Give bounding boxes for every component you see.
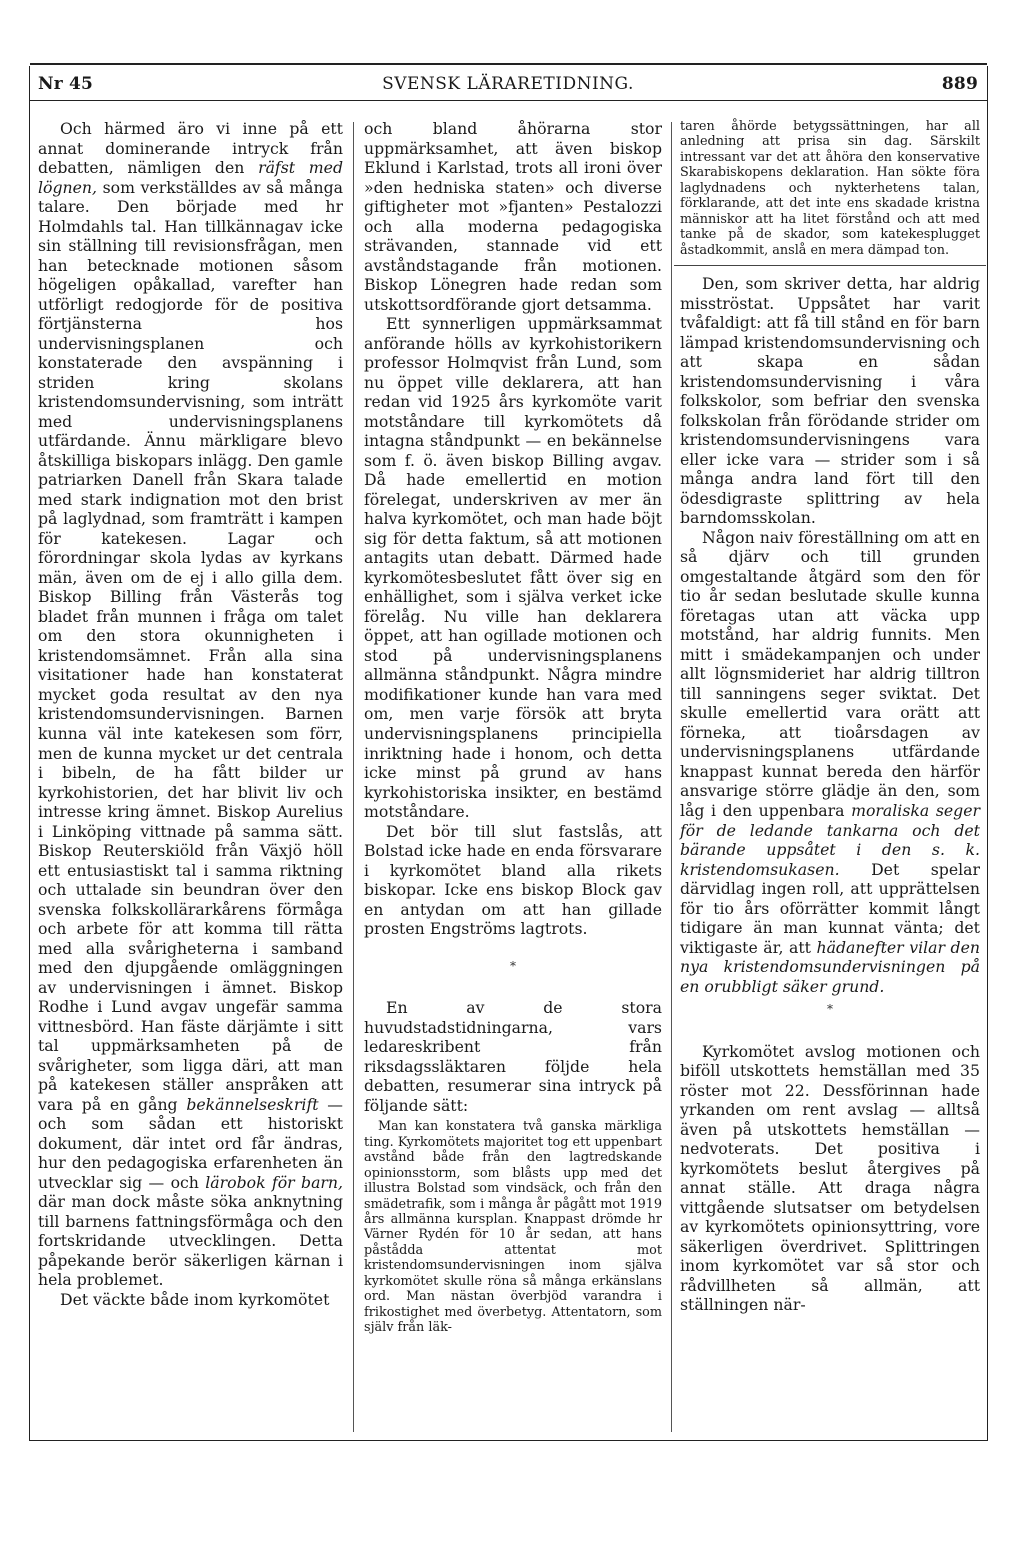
- column-3: [680, 119, 980, 1315]
- paragraph: Och härmed äro vi inne på ett annat dominerande intryck från debatten, nämligen den räfst med lögnen, som verkställdes av så många talare. Den började med hr Holmdahls tal. Han tillkännagav icke sin ställning till revisionsfrågan, men han betecknade motionen såsom högeligen opåkallad, varefter han utförligt redogjorde för de positiva förtjänsterna hos undervisningsplanen och konstaterade den avspänning i striden kring skolans kristendomsundervisning, som inträtt med undervisningsplanens utfärdande. Ännu märkligare blevo åtskilliga biskopars inlägg. Den gamle patriarken Danell från Skara talade med stark indignation mot den brist på laglydnad, som framträtt i kampen för katekesen. Lagar och förordningar skola lydas av kyrkans män, även om de ej i allo gilla dem. Biskop Billing från Västerås tog bladet från munnen i fråga om talet om den stora okunnigheten i kristendomsämnet. Från alla sina visitationer hade han konstaterat mycket goda resultat av den nya kristendomsundervisningen. Barnen kunna väl inte katekesen som förr, men de kunna mycket ur det centrala i bibeln, de ha fått bilder ur kyrkohistorien, det har blivit liv och intresse kring ämnet. Biskop Aurelius i Linköping vittnade på samma sätt. Biskop Reuterskiöld från Växjö höll ett entusiastiskt tal i samma riktning och uttalade sin beundran över den svenska folkskollärarkårens förmåga och arbete för att komma till rätta med alla svårigheterna i samband med den djupgående omläggningen av undervisningen i ämnet. Biskop Rodhe i Lund avgav ungefär samma vittnesbörd. Han fäste därjämte i sitt tal uppmärksamheten på de svårigheter, som ligga däri, att man på katekesen ställer anspråken att vara på en gång bekännelseskrift — och som sådan ett historiskt dokument, där intet ord får ändras, hur den pedagogiska erfarenheten än utvecklar sig — och lärobok för barn, där man dock måste söka anknytning till barnens fattningsförmåga och den fortskridande utvecklingen. Detta påpekande berör säkerligen kärnan i hela problemet.: [38, 119, 344, 1290]
- section-divider-star: *: [827, 1002, 833, 1017]
- quoted-paragraph: Man kan konstatera två ganska märkliga ting. Kyrkomötets majoritet tog ett uppenbart avstånd både från den lagtredskande opinionsstorm, som blåsts upp med det illustra Bolstad som vindsäck, och från den smädetrafik, som i många år pågått mot 1919 års allmänna kursplan. Knappast drömde hr Värner Rydén för 10 år sedan, att hans påstådda attentat mot kristendomsundervisningen inom själva kyrkomötet skulle röna så många erkänslans ord. Man nästan överbjöd varandra i frikostighet med överbetyg. Attentatorn, som själv från läk-: [364, 1119, 662, 1336]
- right-border: [987, 66, 988, 1441]
- paragraph: Det väckte både inom kyrkomötet: [60, 1289, 330, 1309]
- issue-number: Nr 45: [38, 74, 94, 94]
- quote-rule: [674, 265, 986, 266]
- paragraph: Det bör till slut fastslås, att Bolstad icke hade en enda försvarare i kyrkomötet bland alla rikets biskopar. Icke ens biskop Block gav en antydan om att han gillade prosten Engströms lagtrots.: [364, 821, 662, 939]
- paragraph: En av de stora huvudstadstidningarna, vars ledareskribent från riksdagssläktaren följde hela debatten, resumerar sina intryck på följande sätt:: [364, 998, 662, 1115]
- section-divider-star: *: [510, 958, 516, 973]
- quoted-paragraph: taren åhörde betygssättningen, har all anledning att prisa sin dag. Särskilt intressant var det att åhöra den konservative Skarabiskopens deklaration. Han sökte föra laglydnadens och nykterhetens talan, förklarande, att det inte ens skadade kristna människor att ha litet förstånd och att med tanke på de skador, som katekesplugget åstadkommit, anslå en mera dämpad ton.: [680, 119, 980, 258]
- page-number: 889: [941, 74, 978, 94]
- left-border: [29, 66, 30, 1441]
- column-1: [38, 119, 343, 1309]
- column-2: [364, 119, 662, 1336]
- paragraph: Den, som skriver detta, har aldrig misströstat. Uppsåtet har varit tvåfaldigt: att få till stånd en för barn lämpad kristendomsundervisning och att skapa en sådan kristendomsundervisning i våra folkskolor, som befriar den svenska folkskolan från förödande strider om kristendomsundervisningens vara eller icke vara — strider som i så många andra land fört till den ödesdigraste splittring av hela barndomsskolan.: [680, 274, 980, 528]
- column-separator-2: [671, 122, 672, 1432]
- bottom-rule: [30, 1440, 987, 1441]
- header-rule: [30, 100, 987, 101]
- column-separator-1: [353, 122, 354, 1432]
- journal-title: SVENSK LÄRARETIDNING.: [382, 74, 634, 94]
- paragraph: och bland åhörarna stor uppmärksamhet, att även biskop Eklund i Karlstad, trots all ironi över »den hedniska staten» och diverse giftigheter mot »fjanten» Pestalozzi och alla moderna pedagogiska strävanden, stannade vid ett avståndstagande från motionen. Biskop Lönegren hade redan som utskottsordförande gjort detsamma.: [364, 119, 662, 314]
- paragraph: Någon naiv föreställning om att en så djärv och till grunden omgestaltande åtgärd som den för tio år sedan beslutade skulle kunna företagas utan att väcka upp motstånd, har aldrig funnits. Men mitt i smädekampanjen och under allt lögnsmideriet har aldrig tilltron till sanningens seger sviktat. Det skulle emellertid vara orätt att förneka, att tioårsdagen av undervisningsplanens utfärdande knappast kunnat bereda den härför ansvarige större glädje än den, som låg i den uppenbara moraliska seger för de ledande tankarna och det bärande uppsåtet i den s. k. kristendomsukasen. Det spelar därvidlag ingen roll, att upprättelsen för tio års oförrätter kommit långt tidigare än man kunnat vänta; det viktigaste är, att hädanefter vilar den nya kristendomsundervisningen på en orubbligt säker grund.: [680, 527, 980, 996]
- top-rule: [30, 63, 987, 65]
- paragraph: Ett synnerligen uppmärksammat anförande hölls av kyrkohistorikern professor Holmqvist från Lund, som nu öppet ville deklarera, att han redan vid 1925 års kyrkomöte varit motståndare till kyrkomötets då intagna ståndpunkt — en bekännelse som f. ö. även biskop Billing avgav. Då hade emellertid en motion förelegat, underskriven av mer än halva kyrkomötet, och man hade böjt sig för detta faktum, så att motionen antagits utan debatt. Därmed hade kyrkomötesbeslutet fått över sig en enhällighet, som i själva verket icke förelåg. Nu ville han deklarera öppet, att han ogillade motionen och stod på undervisningsplanens allmänna ståndpunkt. Några mindre modifikationer kunde han vara med om, men varje försök att bryta undervisningsplanens principiella inriktning hade i honom, och detta icke minst på grund av hans kyrkohistoriska insikter, en bestämd motståndare.: [364, 314, 662, 822]
- paragraph: Kyrkomötet avslog motionen och biföll utskottets hemställan med 35 röster mot 22. Dessförinnan hade yrkanden om rent avslag — alltså även på utskottets hemställan — nedvoterats. Det positiva i kyrkomötets beslut återgives på annat ställe. Att draga några vittgående slutsatser om betydelsen av kyrkomötets opinionsyttring, vore säkerligen överdrivet. Splittringen inom kyrkomötet var så stor och rådvillheten så allmän, att ställningen när-: [680, 1041, 980, 1315]
